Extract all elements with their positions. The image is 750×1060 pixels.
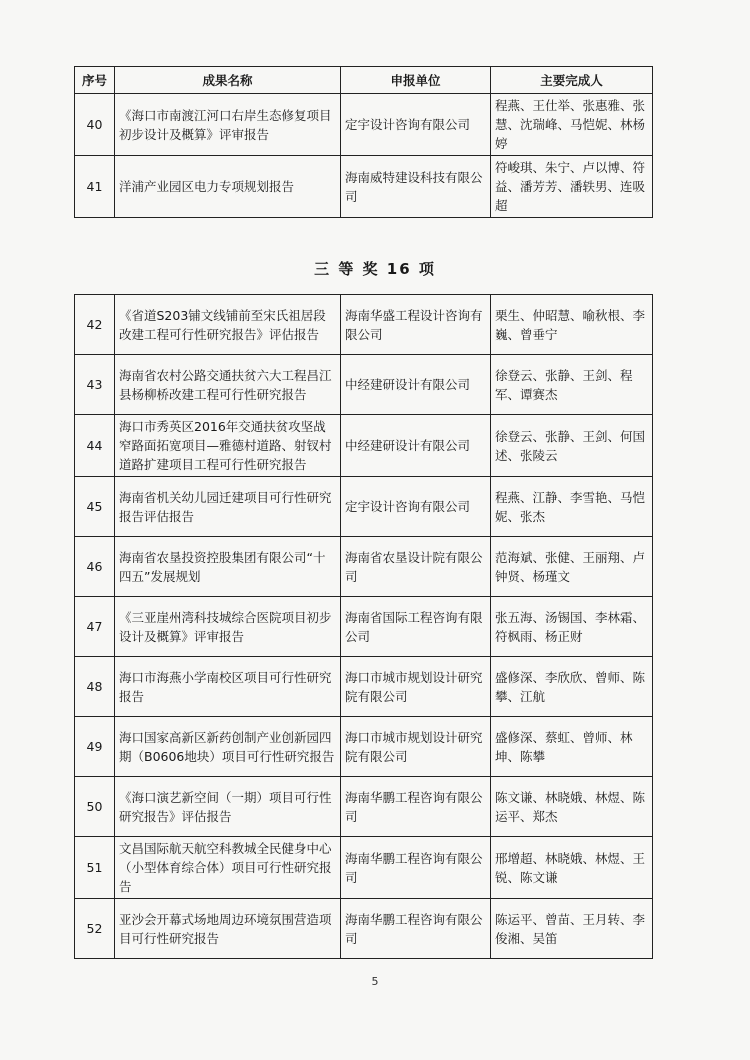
row-title: 《海口演艺新空间（一期）项目可行性研究报告》评估报告 (115, 777, 341, 837)
row-title: 亚沙会开幕式场地周边环境氛围营造项目可行性研究报告 (115, 899, 341, 959)
header-people: 主要完成人 (491, 67, 653, 94)
row-title: 《海口市南渡江河口右岸生态修复项目初步设计及概算》评审报告 (115, 94, 341, 156)
table-header-row (75, 67, 653, 94)
row-unit: 海南华盛工程设计咨询有限公司 (341, 295, 491, 355)
row-unit: 海南威特建设科技有限公司 (341, 156, 491, 218)
row-number: 51 (75, 837, 115, 899)
row-title: 海南省农村公路交通扶贫六大工程昌江县杨柳桥改建工程可行性研究报告 (115, 355, 341, 415)
table-row (75, 295, 653, 355)
row-unit: 中经建研设计有限公司 (341, 415, 491, 477)
row-people: 栗生、仲昭慧、喻秋根、李巍、曾垂宁 (491, 295, 653, 355)
row-unit: 海口市城市规划设计研究院有限公司 (341, 657, 491, 717)
row-title: 洋浦产业园区电力专项规划报告 (115, 156, 341, 218)
row-number: 41 (75, 156, 115, 218)
row-people: 符峻琪、朱宁、卢以博、符益、潘芳芳、潘轶男、连吸超 (491, 156, 653, 218)
row-title: 海口国家高新区新药创制产业创新园四期（B0606地块）项目可行性研究报告 (115, 717, 341, 777)
row-title: 海南省机关幼儿园迁建项目可行性研究报告评估报告 (115, 477, 341, 537)
row-unit: 海南华鹏工程咨询有限公司 (341, 777, 491, 837)
row-number: 45 (75, 477, 115, 537)
row-number: 43 (75, 355, 115, 415)
section-title: 三 等 奖 16 项 (314, 260, 436, 278)
row-people: 陈文谦、林晓娥、林煜、陈运平、郑杰 (491, 777, 653, 837)
row-title: 海口市秀英区2016年交通扶贫攻坚战窄路面拓宽项目—雅德村道路、射钗村道路扩建项目工程可行性研究报告 (115, 415, 341, 477)
row-number: 44 (75, 415, 115, 477)
award-table-bottom (74, 294, 653, 959)
table-row (75, 156, 653, 218)
award-table-top (74, 66, 653, 218)
row-people: 徐登云、张静、王剑、程军、谭赛杰 (491, 355, 653, 415)
table-row (75, 477, 653, 537)
row-people: 徐登云、张静、王剑、何国述、张陵云 (491, 415, 653, 477)
row-people: 邢增超、林晓娥、林煜、王锐、陈文谦 (491, 837, 653, 899)
row-people: 程燕、王仕举、张惠雅、张慧、沈瑞峰、马恺妮、林杨婷 (491, 94, 653, 156)
table-row (75, 94, 653, 156)
row-title: 海口市海燕小学南校区项目可行性研究报告 (115, 657, 341, 717)
row-people: 盛修深、李欣欣、曾师、陈攀、江航 (491, 657, 653, 717)
row-people: 盛修深、蔡虹、曾师、林坤、陈攀 (491, 717, 653, 777)
row-unit: 海口市城市规划设计研究院有限公司 (341, 717, 491, 777)
table-row (75, 899, 653, 959)
table-row (75, 537, 653, 597)
row-people: 陈运平、曾苗、王月转、李俊湘、吴笛 (491, 899, 653, 959)
table-row (75, 597, 653, 657)
row-number: 49 (75, 717, 115, 777)
row-number: 47 (75, 597, 115, 657)
row-people: 程燕、江静、李雪艳、马恺妮、张杰 (491, 477, 653, 537)
row-number: 48 (75, 657, 115, 717)
row-people: 范海斌、张健、王丽翔、卢钟贤、杨瑾文 (491, 537, 653, 597)
header-title: 成果名称 (115, 67, 341, 94)
row-unit: 海南华鹏工程咨询有限公司 (341, 837, 491, 899)
row-title: 文昌国际航天航空科教城全民健身中心（小型体育综合体）项目可行性研究报告 (115, 837, 341, 899)
table-row (75, 837, 653, 899)
row-unit: 海南省农垦设计院有限公司 (341, 537, 491, 597)
row-unit: 海南华鹏工程咨询有限公司 (341, 899, 491, 959)
table-row (75, 355, 653, 415)
row-unit: 海南省国际工程咨询有限公司 (341, 597, 491, 657)
page-number: 5 (371, 975, 379, 988)
table-row (75, 657, 653, 717)
row-number: 50 (75, 777, 115, 837)
header-number: 序号 (75, 67, 115, 94)
table-row (75, 415, 653, 477)
row-number: 46 (75, 537, 115, 597)
row-unit: 中经建研设计有限公司 (341, 355, 491, 415)
row-unit: 定宇设计咨询有限公司 (341, 94, 491, 156)
row-number: 42 (75, 295, 115, 355)
row-title: 《省道S203铺文线铺前至宋氏祖居段改建工程可行性研究报告》评估报告 (115, 295, 341, 355)
row-number: 40 (75, 94, 115, 156)
row-number: 52 (75, 899, 115, 959)
row-title: 《三亚崖州湾科技城综合医院项目初步设计及概算》评审报告 (115, 597, 341, 657)
row-title: 海南省农垦投资控股集团有限公司“十四五”发展规划 (115, 537, 341, 597)
table-row (75, 777, 653, 837)
header-unit: 申报单位 (341, 67, 491, 94)
table-row (75, 717, 653, 777)
row-unit: 定宇设计咨询有限公司 (341, 477, 491, 537)
row-people: 张五海、汤锡国、李林霜、符枫雨、杨正财 (491, 597, 653, 657)
